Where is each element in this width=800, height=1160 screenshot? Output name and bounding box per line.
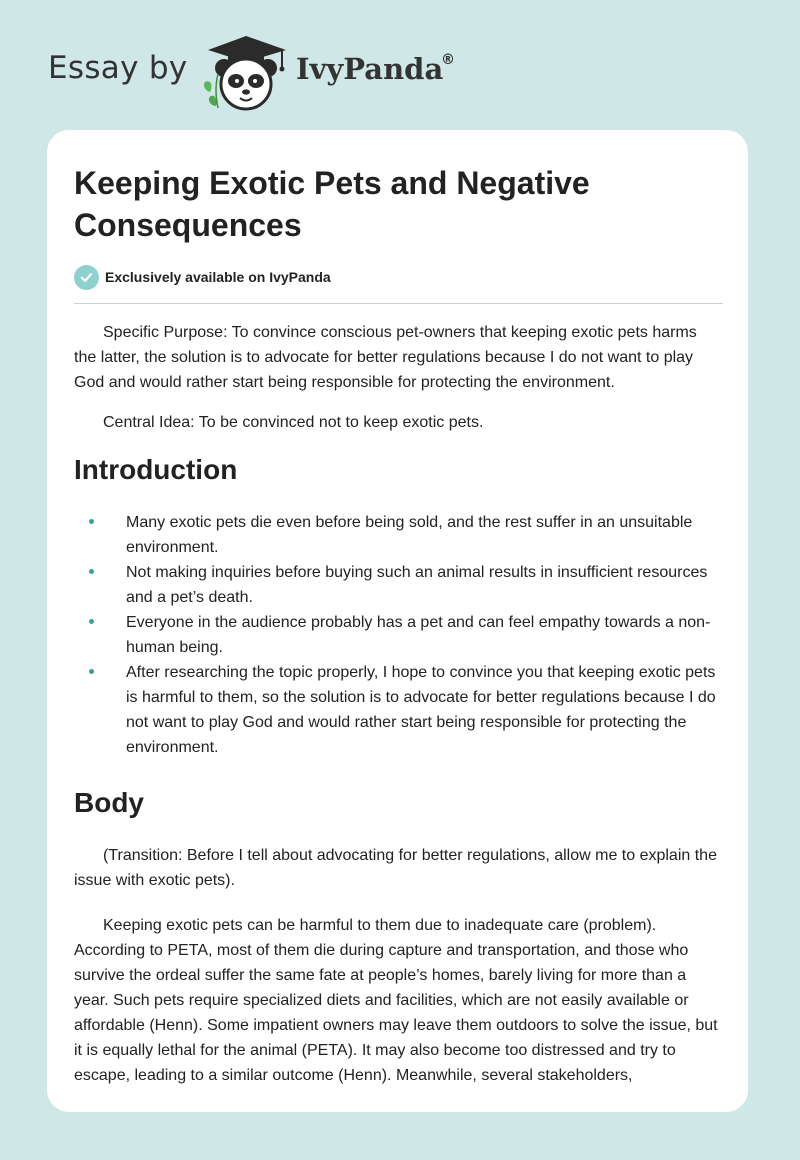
list-item (74, 660, 723, 760)
list-item-text: Everyone in the audience probably has a pet and can feel empathy towards a non-human being. (126, 614, 711, 656)
introduction-list (74, 510, 723, 760)
registered-mark: ® (441, 52, 455, 68)
list-item (74, 510, 723, 560)
panda-graduate-icon[interactable] (198, 34, 294, 114)
body-paragraph: Keeping exotic pets can be harmful to them due to inadequate care (problem). According to PETA, most of them die during capture and transportation, and those who survive the ordeal suffer the same fate at people’s homes, barely living for more than a year. Such pets require specialized diets and facilities, which are not easily available or affordable (Henn). Some impatient owners may leave them outdoors to solve the issue, but it is equally lethal for the animal (PETA). It may also become too distressed and try to escape, leading to a similar outcome (Henn). Meanwhile, several stakeholders, (74, 917, 718, 1084)
site-header (0, 0, 800, 130)
essay-content (74, 320, 723, 1088)
list-item-text: Many exotic pets die even before being sold, and the rest suffer in an unsuitable environment. (126, 514, 693, 556)
bullet-dot (89, 619, 94, 624)
transition-paragraph: (Transition: Before I tell about advocating for better regulations, allow me to explain the issue with exotic pets). (74, 847, 717, 889)
title-divider (74, 303, 723, 304)
body-heading: Body (74, 787, 144, 818)
list-item-text: Not making inquiries before buying such an animal results in insufficient resources and a pet’s death. (126, 564, 708, 606)
list-item (74, 610, 723, 660)
central-idea-paragraph: Central Idea: To be convinced not to keep exotic pets. (103, 414, 484, 431)
check-icon (74, 265, 99, 290)
bullet-dot (89, 519, 94, 524)
list-item (74, 560, 723, 610)
exclusive-badge (74, 264, 331, 290)
brand-name[interactable]: IvyPanda (296, 52, 444, 86)
essay-card (47, 130, 748, 1112)
bullet-dot (89, 569, 94, 574)
introduction-heading: Introduction (74, 454, 238, 485)
essay-by-label: Essay by (48, 50, 188, 86)
specific-purpose-paragraph: Specific Purpose: To convince conscious pet-owners that keeping exotic pets harms the latter, the solution is to advocate for better regulations because I do not want to play God and would rather start being responsible for protecting the environment. (74, 324, 697, 391)
exclusive-badge-text: Exclusively available on IvyPanda (105, 269, 331, 285)
essay-title: Keeping Exotic Pets and Negative Consequences (74, 165, 590, 243)
list-item-text: After researching the topic properly, I hope to convince you that keeping exotic pets is harmful to them, so the solution is to advocate for better regulations because I do not want to play God and would rather start being responsible for protecting the environment. (126, 664, 716, 756)
bullet-dot (89, 669, 94, 674)
